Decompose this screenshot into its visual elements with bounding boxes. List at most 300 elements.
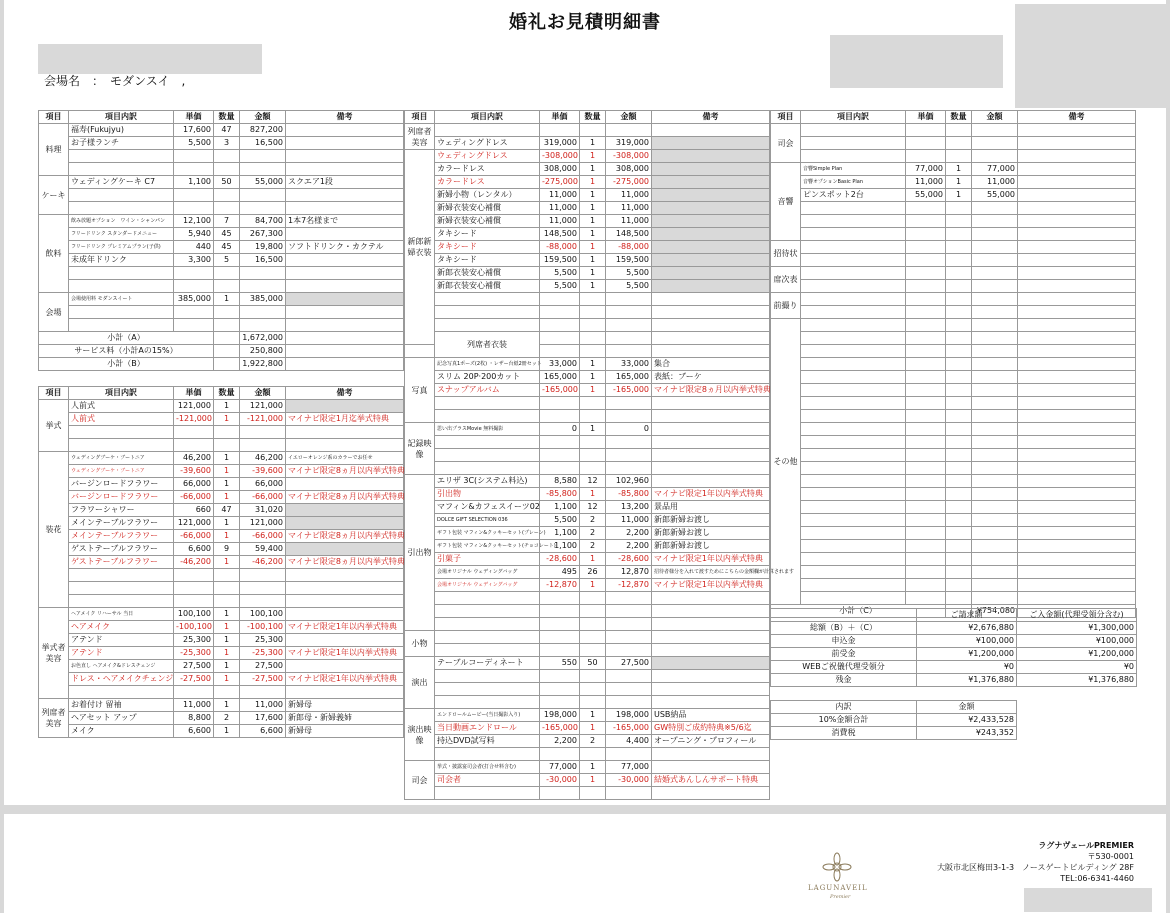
column-header: 数量 bbox=[946, 111, 972, 124]
unit-price: 121,000 bbox=[174, 400, 214, 413]
amount bbox=[972, 514, 1018, 527]
table-row bbox=[771, 358, 1136, 371]
table-sound-other bbox=[770, 110, 1136, 618]
unit-price bbox=[174, 426, 214, 439]
category-cell: 演出 bbox=[405, 657, 435, 709]
table-row bbox=[771, 501, 1136, 514]
note bbox=[1018, 371, 1136, 384]
quantity bbox=[580, 410, 606, 423]
unit-price: 100,100 bbox=[174, 608, 214, 621]
unit-price bbox=[906, 306, 946, 319]
table-row bbox=[405, 124, 770, 137]
table-row bbox=[405, 462, 770, 475]
header-row bbox=[771, 111, 1136, 124]
quantity: 1 bbox=[580, 358, 606, 371]
header-row bbox=[771, 609, 1137, 622]
item-detail: 音響Simple Plan bbox=[801, 163, 906, 176]
item-detail bbox=[801, 293, 906, 306]
note bbox=[1018, 319, 1136, 332]
item-detail bbox=[69, 163, 174, 176]
amount bbox=[240, 189, 286, 202]
item-detail bbox=[405, 345, 435, 358]
unit-price: 385,000 bbox=[174, 293, 214, 306]
quantity: 1 bbox=[580, 228, 606, 241]
amount: -46,200 bbox=[240, 556, 286, 569]
quantity bbox=[580, 293, 606, 306]
item-detail bbox=[801, 449, 906, 462]
item-detail bbox=[801, 241, 906, 254]
table-row bbox=[405, 306, 770, 319]
item-detail bbox=[801, 345, 906, 358]
quantity: 45 bbox=[214, 228, 240, 241]
amount: -39,600 bbox=[240, 465, 286, 478]
note bbox=[286, 543, 404, 556]
quantity: 1 bbox=[214, 478, 240, 491]
unit-price: -165,000 bbox=[540, 722, 580, 735]
table-row bbox=[771, 371, 1136, 384]
column-header: 内訳 bbox=[771, 701, 917, 714]
quantity: 2 bbox=[580, 514, 606, 527]
amount: 100,100 bbox=[240, 608, 286, 621]
item-detail: お色直し ヘアメイク&ドレスチェンジ bbox=[69, 660, 174, 673]
note bbox=[1018, 163, 1136, 176]
column-header: 項目内訳 bbox=[435, 111, 540, 124]
quantity bbox=[580, 124, 606, 137]
unit-price bbox=[906, 254, 946, 267]
table-row bbox=[405, 163, 770, 176]
item-detail: ウェディングドレス bbox=[435, 150, 540, 163]
amount: 11,000 bbox=[606, 514, 652, 527]
item-detail: ウェディングケーキ C7 bbox=[69, 176, 174, 189]
item-detail bbox=[801, 397, 906, 410]
item-detail bbox=[435, 683, 540, 696]
category-cell: 小物 bbox=[405, 631, 435, 657]
table-row bbox=[39, 400, 404, 413]
quantity bbox=[946, 371, 972, 384]
note bbox=[286, 634, 404, 647]
table-row bbox=[771, 674, 1137, 687]
column-header: 金額 bbox=[240, 111, 286, 124]
unit-price: 11,000 bbox=[906, 176, 946, 189]
table-row bbox=[405, 527, 770, 540]
table-row bbox=[39, 413, 404, 426]
row-label: 10%金額合計 bbox=[771, 714, 917, 727]
quantity: 7 bbox=[214, 215, 240, 228]
item-detail: お着付け 留袖 bbox=[69, 699, 174, 712]
item-detail bbox=[69, 189, 174, 202]
note bbox=[652, 137, 770, 150]
unit-price bbox=[906, 566, 946, 579]
note: 招待者様分を入れて渡すためにこちらの金額欄が計算されます bbox=[652, 566, 770, 579]
table-row bbox=[39, 699, 404, 712]
unit-price: 5,500 bbox=[174, 137, 214, 150]
column-header: 単価 bbox=[174, 111, 214, 124]
note bbox=[286, 228, 404, 241]
table-row bbox=[771, 384, 1136, 397]
item-detail: バージンロードフラワー bbox=[69, 478, 174, 491]
table-row bbox=[771, 410, 1136, 423]
column-header: ご入金額(代理受領分含む) bbox=[1017, 609, 1137, 622]
unit-price: -85,800 bbox=[540, 488, 580, 501]
item-detail: フリードリンク プレミアムプラン(子供) bbox=[69, 241, 174, 254]
item-detail bbox=[801, 540, 906, 553]
note bbox=[652, 215, 770, 228]
unit-price: 319,000 bbox=[540, 137, 580, 150]
category-cell: 列席者衣装 bbox=[435, 332, 540, 358]
note: 新郎新婦お渡し bbox=[652, 514, 770, 527]
amount bbox=[606, 605, 652, 618]
column-header: 数量 bbox=[214, 111, 240, 124]
quantity bbox=[946, 332, 972, 345]
amount bbox=[972, 319, 1018, 332]
item-detail bbox=[435, 293, 540, 306]
note bbox=[652, 124, 770, 137]
note: 新婦母 bbox=[286, 725, 404, 738]
quantity: 3 bbox=[214, 137, 240, 150]
table-row bbox=[771, 176, 1136, 189]
item-detail bbox=[435, 319, 540, 332]
unit-price bbox=[174, 595, 214, 608]
quantity bbox=[214, 319, 240, 332]
quantity: 1 bbox=[580, 423, 606, 436]
quantity bbox=[946, 319, 972, 332]
note bbox=[286, 608, 404, 621]
category-cell: 席次表 bbox=[771, 267, 801, 293]
table-row bbox=[405, 449, 770, 462]
quantity: 1 bbox=[214, 621, 240, 634]
unit-price: 121,000 bbox=[174, 517, 214, 530]
table-row bbox=[405, 696, 770, 709]
table-row bbox=[39, 150, 404, 163]
quantity bbox=[946, 553, 972, 566]
note bbox=[652, 644, 770, 657]
unit-price: 1,100 bbox=[540, 540, 580, 553]
row-value: ¥1,376,880 bbox=[1017, 674, 1137, 687]
amount: 121,000 bbox=[240, 400, 286, 413]
amount: 2,200 bbox=[606, 540, 652, 553]
note bbox=[1018, 462, 1136, 475]
item-detail: ギフト包装 マフィン&クッキーセット(チョコレート) bbox=[435, 540, 540, 553]
amount bbox=[606, 462, 652, 475]
item-detail bbox=[69, 319, 174, 332]
unit-price: 17,600 bbox=[174, 124, 214, 137]
note: 表紙：ブーケ bbox=[652, 371, 770, 384]
table-row bbox=[771, 566, 1136, 579]
category-cell: 装花 bbox=[39, 452, 69, 608]
logo-text: LAGUNAVEIL bbox=[808, 884, 868, 892]
summary-table bbox=[770, 608, 1137, 687]
table-row bbox=[39, 267, 404, 280]
table-row bbox=[405, 787, 770, 800]
quantity bbox=[946, 449, 972, 462]
unit-price: -66,000 bbox=[174, 530, 214, 543]
note bbox=[652, 748, 770, 761]
amount bbox=[972, 540, 1018, 553]
unit-price bbox=[174, 686, 214, 699]
amount bbox=[972, 293, 1018, 306]
amount: 148,500 bbox=[606, 228, 652, 241]
table-row bbox=[771, 488, 1136, 501]
quantity: 1 bbox=[214, 660, 240, 673]
quantity: 1 bbox=[214, 699, 240, 712]
quantity: 47 bbox=[214, 504, 240, 517]
unit-price: 66,000 bbox=[174, 478, 214, 491]
item-detail bbox=[69, 202, 174, 215]
amount bbox=[972, 475, 1018, 488]
table-row bbox=[39, 556, 404, 569]
item-detail bbox=[801, 501, 906, 514]
unit-price bbox=[174, 569, 214, 582]
table-row bbox=[39, 189, 404, 202]
amount bbox=[240, 150, 286, 163]
item-detail bbox=[801, 358, 906, 371]
quantity bbox=[214, 163, 240, 176]
quantity: 1 bbox=[580, 202, 606, 215]
item-detail bbox=[801, 410, 906, 423]
note bbox=[1018, 488, 1136, 501]
item-detail: DOLCE GIFT SELECTION 036 bbox=[435, 514, 540, 527]
amount bbox=[972, 228, 1018, 241]
note bbox=[652, 423, 770, 436]
unit-price bbox=[906, 137, 946, 150]
item-detail: エンドロールムービー(当日撮影入り) bbox=[435, 709, 540, 722]
table-row bbox=[405, 644, 770, 657]
amount: 84,700 bbox=[240, 215, 286, 228]
table-row bbox=[405, 189, 770, 202]
table-row bbox=[39, 215, 404, 228]
table-row bbox=[39, 725, 404, 738]
item-detail: タキシード bbox=[435, 228, 540, 241]
amount bbox=[972, 124, 1018, 137]
amount: 59,400 bbox=[240, 543, 286, 556]
quantity: 1 bbox=[946, 189, 972, 202]
item-detail: スナップアルバム bbox=[435, 384, 540, 397]
amount: -100,100 bbox=[240, 621, 286, 634]
unit-price: 5,500 bbox=[540, 267, 580, 280]
note bbox=[1018, 540, 1136, 553]
note bbox=[1018, 410, 1136, 423]
item-detail: 新婦小物（レンタル） bbox=[435, 189, 540, 202]
note bbox=[652, 761, 770, 774]
amount bbox=[972, 410, 1018, 423]
amount: 385,000 bbox=[240, 293, 286, 306]
quantity bbox=[214, 426, 240, 439]
note bbox=[286, 163, 404, 176]
table-row bbox=[771, 579, 1136, 592]
item-detail bbox=[435, 670, 540, 683]
amount: -275,000 bbox=[606, 176, 652, 189]
item-detail: 人前式 bbox=[69, 413, 174, 426]
table-row bbox=[39, 426, 404, 439]
table-row bbox=[39, 491, 404, 504]
item-detail: 新郎衣装安心補償 bbox=[435, 280, 540, 293]
table-row bbox=[39, 478, 404, 491]
amount bbox=[606, 618, 652, 631]
quantity bbox=[580, 683, 606, 696]
item-detail bbox=[69, 439, 174, 452]
quantity bbox=[946, 137, 972, 150]
table-row bbox=[405, 410, 770, 423]
unit-price bbox=[906, 449, 946, 462]
subtotal-label: 小計（C） bbox=[771, 605, 946, 618]
quantity: 1 bbox=[580, 176, 606, 189]
item-detail: ウェディングブーケ・ブートニア bbox=[69, 465, 174, 478]
company-tel: TEL:06-6341-4460 bbox=[1060, 874, 1134, 883]
amount: 55,000 bbox=[972, 189, 1018, 202]
note bbox=[1018, 527, 1136, 540]
note bbox=[286, 124, 404, 137]
unit-price bbox=[540, 397, 580, 410]
note bbox=[652, 306, 770, 319]
amount bbox=[240, 426, 286, 439]
category-cell: 新郎新婦衣装 bbox=[405, 150, 435, 345]
item-detail: 音響オプションBasic Plan bbox=[801, 176, 906, 189]
amount: -165,000 bbox=[606, 722, 652, 735]
note bbox=[1018, 254, 1136, 267]
unit-price: 12,100 bbox=[174, 215, 214, 228]
quantity bbox=[946, 488, 972, 501]
unit-price bbox=[174, 150, 214, 163]
row-label: 消費税 bbox=[771, 727, 917, 740]
unit-price bbox=[906, 527, 946, 540]
amount: 16,500 bbox=[240, 137, 286, 150]
category-cell: 列席者美容 bbox=[39, 699, 69, 738]
amount: 165,000 bbox=[606, 371, 652, 384]
row-value: ¥1,200,000 bbox=[917, 648, 1017, 661]
table-row bbox=[405, 358, 770, 371]
unit-price: -66,000 bbox=[174, 491, 214, 504]
note bbox=[652, 293, 770, 306]
unit-price bbox=[540, 605, 580, 618]
note bbox=[1018, 176, 1136, 189]
column-header: 金額 bbox=[917, 701, 1017, 714]
quantity bbox=[946, 566, 972, 579]
unit-price bbox=[906, 384, 946, 397]
quantity bbox=[214, 202, 240, 215]
unit-price: 495 bbox=[540, 566, 580, 579]
unit-price bbox=[174, 306, 214, 319]
item-detail bbox=[435, 748, 540, 761]
unit-price: -308,000 bbox=[540, 150, 580, 163]
unit-price bbox=[906, 579, 946, 592]
note bbox=[652, 280, 770, 293]
quantity bbox=[214, 686, 240, 699]
quantity bbox=[946, 397, 972, 410]
item-detail: 未成年ドリンク bbox=[69, 254, 174, 267]
quantity bbox=[946, 124, 972, 137]
quantity bbox=[580, 592, 606, 605]
logo-subtext: Premier bbox=[830, 894, 851, 900]
table-row bbox=[771, 306, 1136, 319]
quantity bbox=[946, 527, 972, 540]
note bbox=[286, 686, 404, 699]
item-detail: フリードリンク スタンダードメニュー bbox=[69, 228, 174, 241]
item-detail: ウェディングドレス bbox=[435, 137, 540, 150]
amount bbox=[240, 569, 286, 582]
table-row bbox=[405, 150, 770, 163]
note bbox=[652, 631, 770, 644]
quantity bbox=[580, 631, 606, 644]
quantity bbox=[580, 644, 606, 657]
item-detail bbox=[801, 553, 906, 566]
amount: 46,200 bbox=[240, 452, 286, 465]
amount: -308,000 bbox=[606, 150, 652, 163]
item-detail: 会場オリジナル ウェディングバッグ bbox=[435, 579, 540, 592]
amount: 2,200 bbox=[606, 527, 652, 540]
unit-price bbox=[906, 358, 946, 371]
quantity: 1 bbox=[580, 488, 606, 501]
quantity: 1 bbox=[214, 452, 240, 465]
item-detail bbox=[69, 280, 174, 293]
note: 1本7名様まで bbox=[286, 215, 404, 228]
table-row bbox=[39, 621, 404, 634]
quantity: 1 bbox=[214, 647, 240, 660]
column-header: 金額 bbox=[606, 111, 652, 124]
unit-price: 5,940 bbox=[174, 228, 214, 241]
table-row bbox=[39, 465, 404, 478]
category-cell: 料理 bbox=[39, 124, 69, 176]
amount bbox=[972, 397, 1018, 410]
table-row bbox=[39, 647, 404, 660]
amount bbox=[606, 319, 652, 332]
table-row bbox=[771, 592, 1136, 605]
table-row bbox=[39, 280, 404, 293]
unit-price: 3,300 bbox=[174, 254, 214, 267]
item-detail bbox=[801, 150, 906, 163]
item-detail bbox=[435, 618, 540, 631]
unit-price bbox=[906, 228, 946, 241]
note: スクエア1段 bbox=[286, 176, 404, 189]
quantity: 1 bbox=[580, 384, 606, 397]
quantity: 1 bbox=[214, 530, 240, 543]
table-row bbox=[771, 189, 1136, 202]
item-detail bbox=[801, 267, 906, 280]
amount bbox=[972, 345, 1018, 358]
table-row bbox=[39, 530, 404, 543]
column-header: 数量 bbox=[580, 111, 606, 124]
item-detail bbox=[801, 527, 906, 540]
note bbox=[1018, 267, 1136, 280]
note: 新郎新婦お渡し bbox=[652, 527, 770, 540]
note bbox=[652, 202, 770, 215]
unit-price bbox=[906, 540, 946, 553]
quantity bbox=[946, 280, 972, 293]
amount bbox=[606, 696, 652, 709]
column-header: 項目内訳 bbox=[69, 387, 174, 400]
item-detail: 飲み放題オプション ワイン・シャンパン bbox=[69, 215, 174, 228]
item-detail bbox=[801, 566, 906, 579]
unit-price bbox=[540, 124, 580, 137]
table-row bbox=[771, 241, 1136, 254]
note bbox=[1018, 215, 1136, 228]
tax-breakdown bbox=[770, 700, 1017, 740]
note bbox=[286, 400, 404, 413]
quantity: 1 bbox=[214, 725, 240, 738]
category-cell: 写真 bbox=[405, 358, 435, 423]
table-row bbox=[405, 540, 770, 553]
table-row bbox=[771, 332, 1136, 345]
item-detail bbox=[801, 280, 906, 293]
quantity: 1 bbox=[580, 761, 606, 774]
amount bbox=[972, 332, 1018, 345]
quantity: 50 bbox=[214, 176, 240, 189]
note: マイナビ限定8ヵ月以内挙式特典 bbox=[286, 530, 404, 543]
header-row bbox=[39, 111, 404, 124]
item-detail bbox=[435, 605, 540, 618]
category-cell: 前撮り bbox=[771, 293, 801, 319]
amount: 159,500 bbox=[606, 254, 652, 267]
table-row bbox=[771, 215, 1136, 228]
